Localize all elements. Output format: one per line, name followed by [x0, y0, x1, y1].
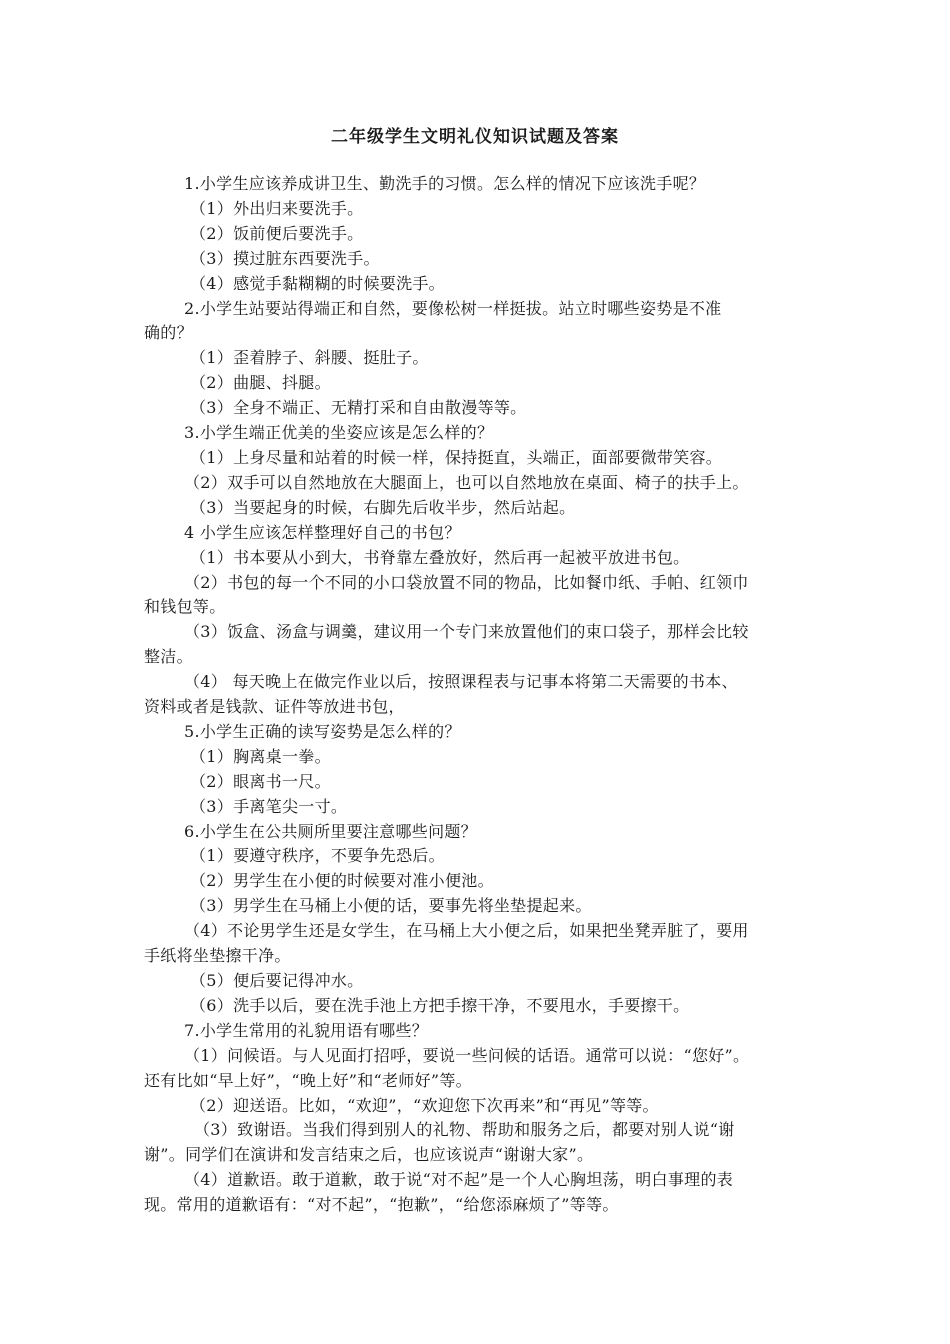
answer-line: （2）迎送语。比如，“欢迎”，“欢迎您下次再来”和“再见”等等。 — [190, 1095, 659, 1115]
answer-line: （1）问候语。与人见面打招呼，要说一些问候的话语。通常可以说：“您好”。 — [184, 1045, 750, 1065]
answer-line: （2）书包的每一个不同的小口袋放置不同的物品，比如餐巾纸、手帕、红领巾 — [184, 572, 749, 592]
document-title: 二年级学生文明礼仪知识试题及答案 — [331, 127, 619, 147]
answer-line: （3）饭盒、汤盒与调羹，建议用一个专门来放置他们的束口袋子，那样会比较 — [184, 622, 749, 642]
question-line: 3.小学生端正优美的坐姿应该是怎么样的？ — [184, 423, 494, 443]
question-line: 2.小学生站要站得端正和自然，要像松树一样挺拔。站立时哪些姿势是不准 — [184, 298, 722, 318]
answer-line: （3）手离笔尖一寸。 — [190, 796, 348, 816]
answer-line: （1）歪着脖子、斜腰、挺肚子。 — [190, 348, 429, 368]
answer-line: （6）洗手以后，要在洗手池上方把手擦干净，不要甩水，手要擦干。 — [190, 995, 690, 1015]
document-body — [144, 172, 810, 1218]
answer-line: （3）男学生在马桶上小便的话，要事先将坐垫提起来。 — [190, 896, 592, 916]
continuation-line: 确的？ — [144, 323, 193, 343]
question-line: 6.小学生在公共厕所里要注意哪些问题？ — [184, 821, 477, 841]
answer-line: （4）道歉语。敢于道歉，敢于说“对不起”是一个人心胸坦荡，明白事理的表 — [184, 1170, 734, 1190]
continuation-line: 谢”。同学们在演讲和发言结束之后，也应该说声“谢谢大家”。 — [144, 1145, 594, 1165]
answer-line: （3）当要起身的时候，右脚先后收半步，然后站起。 — [190, 497, 576, 517]
question-line: 7.小学生常用的礼貌用语有哪些？ — [184, 1020, 429, 1040]
continuation-line: 还有比如“早上好”，“晚上好”和“老师好”等。 — [144, 1070, 472, 1090]
answer-line: （2）曲腿、抖腿。 — [190, 373, 331, 393]
answer-line: （3）全身不端正、无精打采和自由散漫等等。 — [190, 398, 527, 418]
answer-line: （4）感觉手黏糊糊的时候要洗手。 — [190, 273, 445, 293]
continuation-line: 整洁。 — [144, 647, 193, 667]
answer-line: （1）外出归来要洗手。 — [190, 198, 364, 218]
answer-line: （4）不论男学生还是女学生，在马桶上大小便之后，如果把坐凳弄脏了，要用 — [184, 921, 749, 941]
continuation-line: 资料或者是钱款、证件等放进书包， — [144, 697, 405, 717]
question-line: 4 小学生应该怎样整理好自己的书包？ — [184, 522, 461, 542]
answer-line: （2）男学生在小便的时候要对准小便池。 — [190, 871, 494, 891]
answer-line: （3）摸过脏东西要洗手。 — [190, 248, 380, 268]
answer-line: （3）致谢语。当我们得到别人的礼物、帮助和服务之后，都要对别人说“谢 — [194, 1120, 735, 1140]
question-line: 5.小学生正确的读写姿势是怎么样的？ — [184, 721, 461, 741]
answer-line: （1）书本要从小到大，书脊靠左叠放好，然后再一起被平放进书包。 — [190, 547, 690, 567]
answer-line: （2）饭前便后要洗手。 — [190, 223, 364, 243]
answer-line: （4） 每天晚上在做完作业以后，按照课程表与记事本将第二天需要的书本、 — [184, 672, 738, 692]
answer-line: （2）双手可以自然地放在大腿面上，也可以自然地放在桌面、椅子的扶手上。 — [184, 472, 749, 492]
continuation-line: 现。常用的道歉语有：“对不起”，“抱歉”，“给您添麻烦了”等等。 — [144, 1195, 619, 1215]
answer-line: （1）上身尽量和站着的时候一样，保持挺直，头端正，面部要微带笑容。 — [190, 447, 723, 467]
answer-line: （1）胸离桌一拳。 — [190, 746, 331, 766]
question-line: 1.小学生应该养成讲卫生、勤洗手的习惯。怎么样的情况下应该洗手呢？ — [184, 174, 706, 193]
answer-line: （1）要遵守秩序，不要争先恐后。 — [190, 846, 445, 866]
answer-line: （5）便后要记得冲水。 — [190, 971, 364, 990]
continuation-line: 和钱包等。 — [144, 597, 226, 617]
continuation-line: 手纸将坐垫擦干净。 — [144, 946, 291, 966]
answer-line: （2）眼离书一尺。 — [190, 771, 331, 791]
